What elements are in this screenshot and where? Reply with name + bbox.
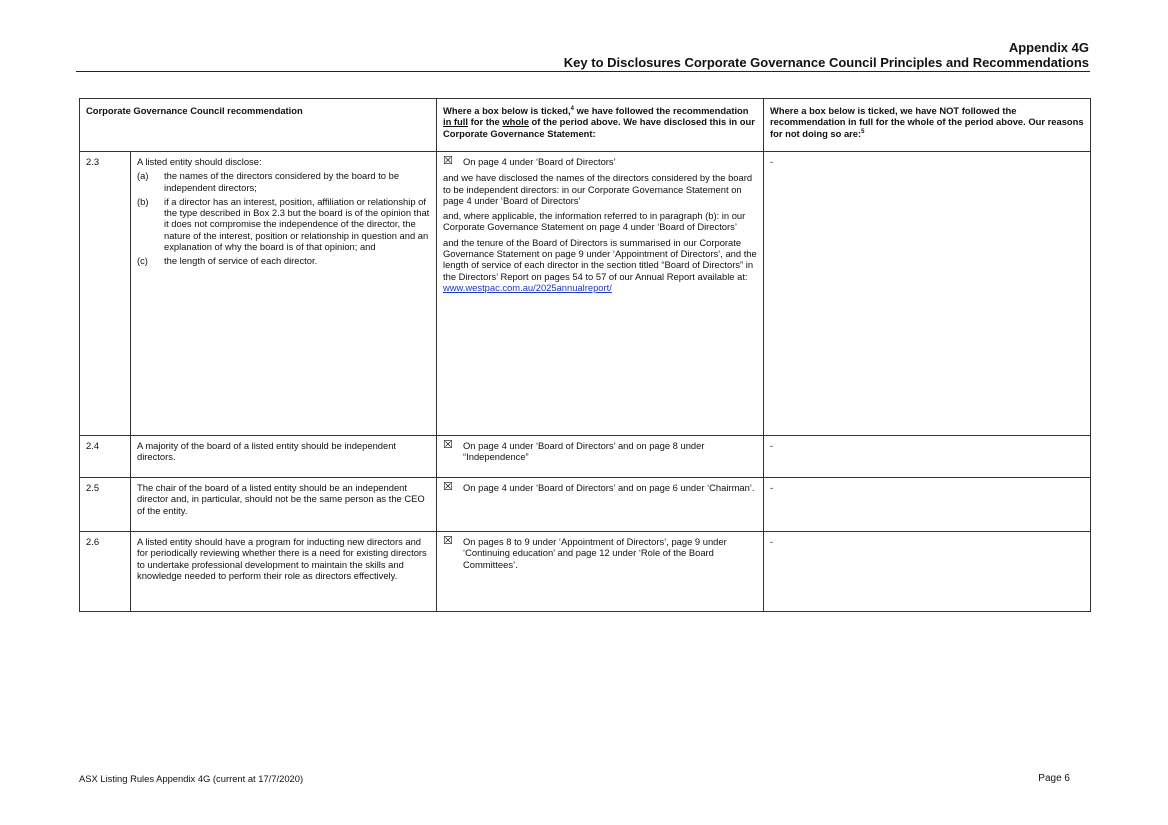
followed-cell [437, 532, 764, 612]
footnote-5: 5 [861, 128, 865, 135]
recommendation-text [131, 152, 437, 436]
followed-header-p3: for the [468, 116, 503, 128]
not-followed-cell: - [764, 532, 1091, 612]
sub-item-label: (c) [137, 255, 148, 267]
followed-cell [437, 478, 764, 532]
table-row [80, 152, 1091, 436]
followed-header-p2: we have followed the recommendation [573, 105, 749, 116]
followed-header-whole: whole [502, 116, 529, 128]
tick-line [443, 156, 757, 167]
sub-item-label: (b) [137, 195, 149, 207]
not-followed-column-header [764, 99, 1091, 152]
not-followed-cell: - [764, 152, 1091, 436]
table-row [80, 436, 1091, 478]
recommendation-number: 2.6 [80, 532, 131, 612]
recommendation-number: 2.3 [80, 152, 131, 436]
table-row [80, 532, 1091, 612]
ticked-text: On page 4 under ‘Board of Directors’ and on page 6 under ‘Chairman’. [463, 482, 755, 493]
appendix-label: Appendix 4G [1008, 40, 1089, 55]
not-followed-cell: - [764, 436, 1091, 478]
checked-box-icon[interactable]: ☒ [443, 439, 453, 451]
table-row [80, 478, 1091, 532]
checked-box-icon[interactable]: ☒ [443, 155, 453, 167]
recommendation-column-header [80, 99, 437, 152]
disclosure-paragraph: and, where applicable, the information referred to in paragraph (b): in our Corporate Governance Statement on page 4 under ‘Board of Directors’ [443, 210, 746, 233]
footer-source: ASX Listing Rules Appendix 4G (current at 17/7/2020) [79, 773, 304, 784]
ticked-text: On pages 8 to 9 under ‘Appointment of Directors’, page 9 under ‘Continuing education’ and page 12 under ‘Role of the Board Committees’. [463, 536, 727, 570]
recommendation-header-text: Corporate Governance Council recommendation [86, 105, 303, 116]
sub-item [137, 170, 430, 193]
ticked-text: On page 4 under ‘Board of Directors’ and on page 8 under “Independence” [463, 440, 705, 463]
table-header-row [80, 99, 1091, 152]
followed-column-header [437, 99, 764, 152]
tick-line [443, 536, 757, 570]
sub-item [137, 196, 430, 252]
ticked-text: On page 4 under ‘Board of Directors’ [463, 156, 616, 167]
followed-cell [437, 436, 764, 478]
disclosure-table [79, 98, 1091, 612]
not-followed-cell: - [764, 478, 1091, 532]
annual-report-link[interactable]: www.westpac.com.au/2025annualreport/ [443, 281, 612, 293]
tick-line [443, 482, 757, 493]
sub-item-label: (a) [137, 170, 149, 182]
page-title: Key to Disclosures Corporate Governance Council Principles and Recommendations [563, 55, 1089, 70]
page-header [564, 40, 1089, 70]
recommendation-number: 2.5 [80, 478, 131, 532]
sub-item [137, 255, 430, 266]
sub-item-text: the length of service of each director. [164, 255, 318, 267]
page-number: Page 6 [1038, 773, 1070, 784]
recommendation-text: The chair of the board of a listed entity should be an independent director and, in particular, should not be the same person as the CEO of the entity. [131, 478, 437, 532]
checked-box-icon[interactable]: ☒ [443, 535, 453, 547]
sub-item-text: if a director has an interest, position, affiliation or relationship of the type described in Box 2.3 but the board is of the opinion that it does not compromise the independence of the director, the nature of the interest, position or relationship in question and an explanation of why the board is of that opinion; and [164, 195, 430, 253]
tick-line [443, 440, 757, 463]
recommendation-text: A listed entity should have a program for inducting new directors and for periodically reviewing whether there is a need for existing directors to undertake professional development to maintain the skills and knowledge needed to perform their role as directors effectively. [131, 532, 437, 612]
recommendation-number: 2.4 [80, 436, 131, 478]
recommendation-text: A majority of the board of a listed entity should be independent directors. [131, 436, 437, 478]
disclosure-paragraph: and the tenure of the Board of Directors is summarised in our Corporate Governance Statement on page 9 under ‘Appointment of Directors’, and the length of service of each director in the section titled “Board of Directors” in the Directors’ Report on pages 54 to 57 of our Annual Report available at: [443, 236, 757, 282]
recommendation-intro: A listed entity should disclose: [137, 156, 262, 167]
checked-box-icon[interactable]: ☒ [443, 481, 453, 493]
disclosure-paragraph: and we have disclosed the names of the directors considered by the board to be independent directors: in our Corporate Governance Statement on page 4 under ‘Board of Directors’ [443, 172, 753, 206]
followed-cell [437, 152, 764, 436]
not-followed-header-text: Where a box below is ticked, we have NOT followed the recommendation in full for the whole of the period above. Our reasons for not doing so are: [770, 105, 1084, 139]
followed-header-p1: Where a box below is ticked, [443, 105, 571, 116]
followed-header-p4: of the period above. We have disclosed this in our Corporate Governance Statement: [443, 116, 755, 139]
footnote-4: 4 [570, 106, 574, 112]
header-divider [76, 71, 1090, 72]
followed-header-in-full: in full [443, 116, 468, 128]
sub-item-text: the names of the directors considered by the board to be independent directors; [164, 170, 400, 193]
